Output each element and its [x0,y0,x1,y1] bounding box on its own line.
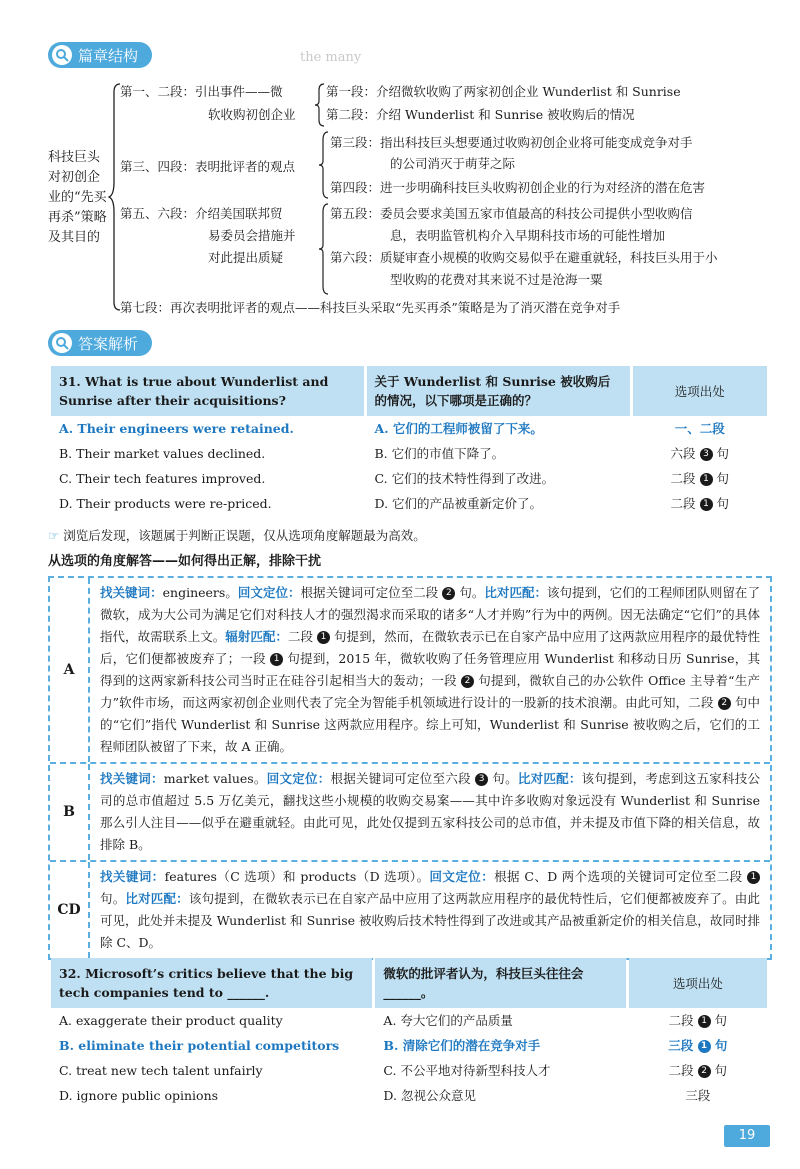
q32-option-b-source-para: 三段 [668,1038,694,1053]
analysis-label-a: A [50,578,90,762]
q32-option-a-source-suffix: 句 [714,1013,728,1028]
q31-option-d [51,491,767,516]
q32-option-b [51,1033,767,1058]
q32-option-a-en: A. exaggerate their product quality [59,1013,283,1028]
q31-option-c-zh: C. 它们的技术特性得到了改进。 [374,471,555,486]
group2-brace [318,130,330,200]
para5-summary-line2: 息，表明监管机构介入早期科技市场的可能性增加 [390,228,666,243]
para1-summary: 第一段：介绍微软收购了两家初创企业 Wunderlist 和 Sunrise [326,84,681,99]
para6-summary-line1: 第六段：质疑审查小规模的收购交易似乎在避重就轻，科技巨头用于小 [330,250,718,265]
q32-option-c-source-para: 二段 [668,1063,694,1078]
q32-option-a-source [629,1008,767,1033]
q31-note-text: 浏览后发现，该题属于判断正误题，仅从选项角度解题最为高效。 [63,528,426,543]
structure-root: 科技巨头对初创企业的“先买再杀”策略及其目的 [48,150,107,245]
analysis-text-cd: 找关键词：features（C 选项）和 products（D 选项）。回文定位：根据 C、D 两个选项的关键词可定位至二段 1 句。比对匹配：该句提到，在微软表示已在自家产品中应用了这两款应用程序的最优特性后，它们便都被废弃了。由此可见，此处并未提及 Wunderlist 和 Sunrise 被收购后技术特性得到了改进或其产品被重新定价的相关信息，故同时排除 C、D。 [100,869,760,950]
q32-option-d [51,1083,767,1108]
q32-option-a-sentence-number: 1 [698,1015,711,1028]
para2-summary: 第二段：介绍 Wunderlist 和 Sunrise 被收购后的情况 [326,107,635,122]
group1-label-line2: 软收购初创企业 [208,107,296,122]
q31-option-b-source [633,441,767,466]
group1-brace [314,82,326,128]
analysis-row-b [50,764,770,862]
q32-option-d-source: 三段 [685,1088,711,1103]
watermark: the many [300,50,362,65]
q32-option-c [51,1058,767,1083]
q32-option-a [51,1008,767,1033]
q31-zh-question: 关于 Wunderlist 和 Sunrise 被收购后的情况，以下哪项是正确的？ [367,366,630,416]
group2-label: 第三、四段：表明批评者的观点 [120,159,296,174]
analysis-row-cd [50,862,770,958]
q31-option-d-source-suffix: 句 [716,496,730,511]
analysis-label-cd: CD [50,862,90,958]
structure-section-title: 篇章结构 [78,46,139,65]
q31-option-d-source [633,491,767,516]
q32-option-c-zh: C. 不公平地对待新型科技人才 [383,1063,551,1078]
analysis-text-b: 找关键词：market values。回文定位：根据关键词可定位至六段 3 句。比对匹配：该句提到，考虑到这五家科技公司的总市值超过 5.5 万亿美元，翻找这些小规模的收购交易案——其中许多收购对象远没有 Wunderlist 和 Sunrise 那么引人注目——似乎在避重就轻。由此可见，此处仅提到五家科技公司的总市值，并未提及市值下降的相关信息，故排除 B。 [100,771,760,852]
q32-option-b-zh: B. 清除它们的潜在竞争对手 [383,1038,541,1053]
q31-option-b-en: B. Their market values declined. [59,446,266,461]
q32-source-header: 选项出处 [629,958,767,1008]
para6-summary-line2: 型收购的花费对其来说不过是沧海一粟 [390,272,603,287]
analysis-label-b: B [50,764,90,860]
root-brace [108,82,122,312]
q31-note [48,526,426,544]
q31-option-c-source-para: 二段 [670,471,696,486]
q32-option-a-zh: A. 夸大它们的产品质量 [383,1013,513,1028]
group1-label-line1: 第一、二段：引出事件——微 [120,84,283,99]
q31-analysis-box [48,576,772,960]
para7-summary: 第七段：再次表明批评者的观点——科技巨头采取“先买再杀”策略是为了消灭潜在竞争对手 [120,300,621,315]
q32-option-b-source-suffix: 句 [714,1038,728,1053]
q32-option-c-en: C. treat new tech talent unfairly [59,1063,263,1078]
q32-zh-question: 微软的批评者认为，科技巨头往往会______。 [375,958,625,1008]
analysis-text-a: 找关键词：engineers。回文定位：根据关键词可定位至二段 2 句。比对匹配：该句提到，它们的工程师团队则留在了微软，成为大公司为满足它们对科技人才的强烈渴求而采取的诸多“人才并购”行为中的两例。因无法确定“它们”的具体指代，故需联系上文。辐射匹配：二段 1 句提到，然而，在微软表示已在自家产品中应用了这两款应用程序的最优特性后，它们便都被废弃了；一段 1 句提到，2015 年，微软收购了任务管理应用 Wunderlist 和移动日历 Sunrise，其得到的这两家新科技公司当时正在硅谷引起相当大的轰动；一段 2 句提到，微软自己的办公软件 Office 主导着“生产力”软件市场，而这两家初创企业则代表了完全为智能手机领域进行设计的一股新的技术浪潮。由此可知，二段 2 句中的“它们”指代 Wunderlist 和 Sunrise 这两款应用程序。综上可知，Wunderlist 和 Sunrise 被收购之后，它们的工程师团队被留了下来，故 A 正确。 [100,585,760,754]
q32-option-c-sentence-number: 2 [698,1065,711,1078]
structure-section-header [48,42,152,68]
q32-option-c-source-suffix: 句 [714,1063,728,1078]
q32-option-d-zh: D. 忽视公众意见 [383,1088,476,1103]
q32-option-a-source-para: 二段 [668,1013,694,1028]
q31-subheading: 从选项的角度解答——如何得出正解，排除干扰 [48,554,322,569]
answer-section-header [48,330,152,356]
group3-label-line2: 易委员会措施并 [208,228,296,243]
question-32-table [48,958,770,1108]
para4-summary: 第四段：进一步明确科技巨头收购初创企业的行为对经济的潜在危害 [330,180,706,195]
q31-option-c-en: C. Their tech features improved. [59,471,266,486]
search-icon [52,333,72,353]
page-number: 19 [724,1125,770,1147]
para3-summary-line1: 第三段：指出科技巨头想要通过收购初创企业将可能变成竞争对手 [330,135,693,150]
q32-en-question: 32. Microsoft’s critics believe that the big tech companies tend to ______. [51,958,372,1008]
para3-summary-line2: 的公司消灭于萌芽之际 [390,156,516,171]
q31-option-d-zh: D. 它们的产品被重新定价了。 [374,496,543,511]
search-icon [52,45,72,65]
hand-pointer-icon: ☞ [48,528,60,543]
q32-option-b-sentence-number: 1 [698,1040,711,1053]
q31-option-d-en: D. Their products were re-priced. [59,496,272,511]
q31-option-d-sentence-number: 1 [700,498,713,511]
q31-option-c-source-suffix: 句 [716,471,730,486]
q31-option-b-sentence-number: 3 [700,448,713,461]
q32-option-b-source [629,1033,767,1058]
answer-section-title: 答案解析 [78,334,139,353]
question-31-table [48,366,770,516]
q31-option-a-zh: A. 它们的工程师被留了下来。 [374,421,543,436]
analysis-row-a [50,578,770,764]
group3-label-line1: 第五、六段：介绍美国联邦贸 [120,206,283,221]
q32-option-b-en: B. eliminate their potential competitors [59,1038,340,1053]
q31-option-a-en: A. Their engineers were retained. [59,421,294,436]
q31-option-a [51,416,767,441]
q32-option-c-source [629,1058,767,1083]
para5-summary-line1: 第五段：委员会要求美国五家市值最高的科技公司提供小型收购信 [330,206,693,221]
q31-option-b-source-para: 六段 [670,446,696,461]
q31-option-c [51,466,767,491]
q31-option-c-source [633,466,767,491]
q31-option-b [51,441,767,466]
group3-label-line3: 对此提出质疑 [208,250,284,265]
q31-en-question: 31. What is true about Wunderlist and Sunrise after their acquisitions? [51,366,364,416]
q31-option-b-source-suffix: 句 [716,446,730,461]
q31-option-a-source: 一、二段 [674,421,725,436]
q32-option-d-en: D. ignore public opinions [59,1088,219,1103]
q31-option-d-source-para: 二段 [670,496,696,511]
q31-source-header: 选项出处 [633,366,767,416]
q31-option-c-sentence-number: 1 [700,473,713,486]
group3-brace [318,202,330,296]
q31-option-b-zh: B. 它们的市值下降了。 [374,446,505,461]
